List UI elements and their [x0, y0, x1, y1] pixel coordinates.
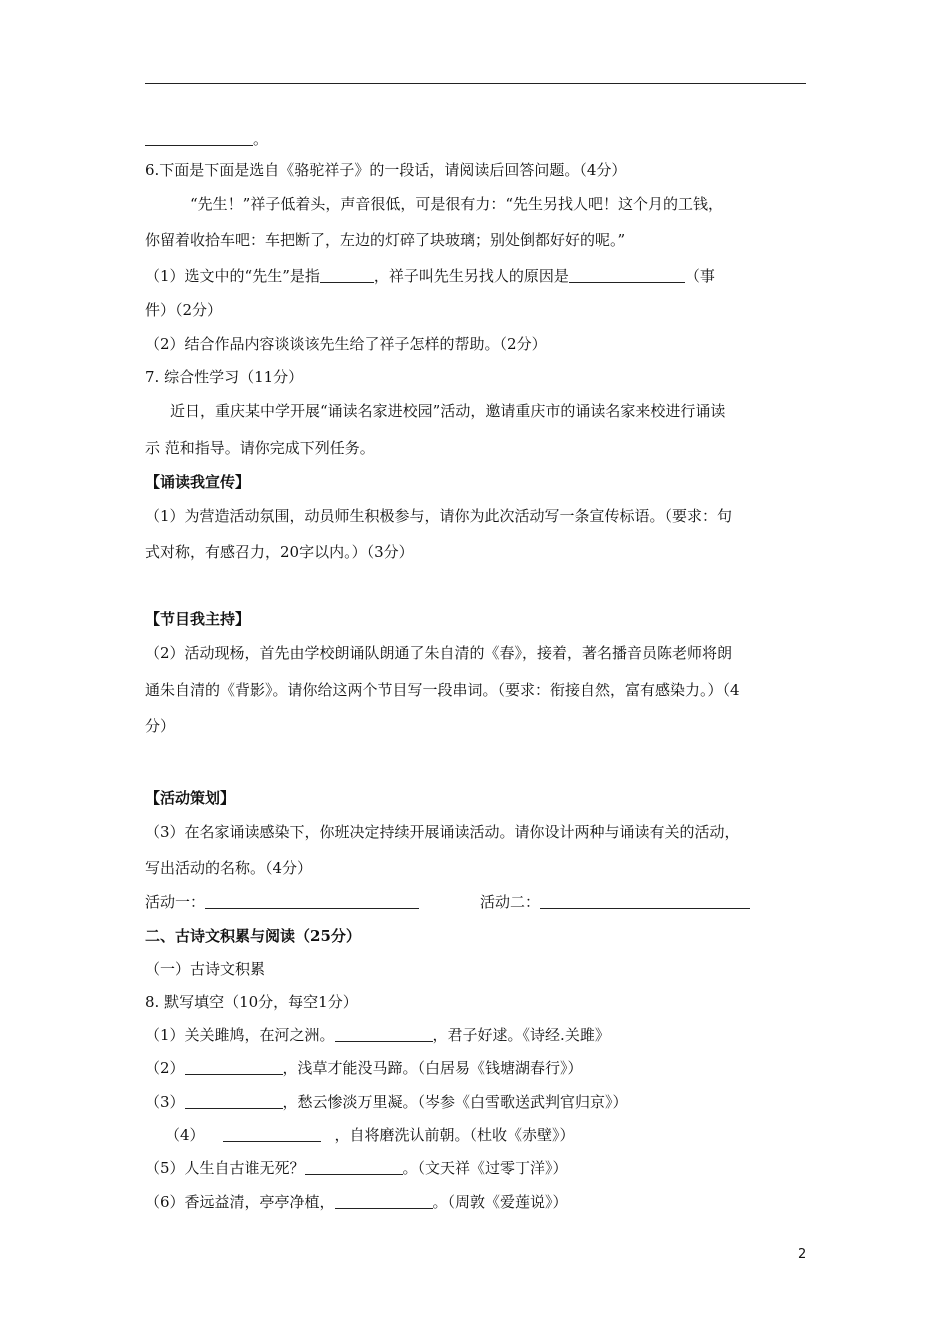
part2-subtitle: （一）古诗文积累 — [145, 960, 266, 978]
q6-sub2: （2）结合作品内容谈谈该先生给了祥子怎样的帮助。（2分） — [145, 335, 547, 353]
q6-passage-line2: 你留着收拾车吧：车把断了，左边的灯碎了块玻璃；别处倒都好好的呢。” — [145, 231, 626, 249]
q7-title: 7. 综合性学习（11分） — [145, 368, 304, 386]
activity-two: 活动二： — [480, 891, 750, 913]
answer-blank[interactable] — [305, 1160, 403, 1175]
q8-line5: （5）人生自古谁无死？ 。（文天祥《过零丁洋》） — [145, 1159, 568, 1177]
q7-sec2-q2: 通朱自清的《背影》。请你给这两个节目写一段串词。（要求：衔接自然，富有感染力。）（4 — [145, 681, 740, 699]
answer-blank[interactable] — [320, 268, 374, 283]
part2-title: 二、古诗文积累与阅读（25分） — [145, 927, 361, 945]
q8-line3: （3） ，愁云惨淡万里凝。（岑参《白雪歌送武判官归京》） — [145, 1093, 628, 1111]
answer-blank[interactable] — [223, 1127, 321, 1142]
q8-line4: （4） ，自将磨洗认前朝。（杜收《赤壁》） — [165, 1126, 575, 1144]
q7-sec2-q1: （2）活动现杨，首先由学校朗诵队朗通了朱自清的《春》，接着，著名播音员陈老师将朗 — [145, 644, 733, 662]
q7-sec3-q2: 写出活动的名称。（4分） — [145, 859, 313, 877]
answer-blank[interactable] — [145, 131, 253, 146]
activity-one: 活动一： — [145, 891, 419, 913]
q8-line2: （2） ，浅草才能没马蹄。（白居易《钱塘湖春行》） — [145, 1059, 583, 1077]
page-number: 2 — [798, 1247, 807, 1262]
q6-sub1: （1）选文中的“先生”是指 ，祥子叫先生另找人的原因是 （事 — [145, 267, 715, 285]
q7-intro2: 示 范和指导。请你完成下列任务。 — [145, 439, 375, 457]
answer-blank[interactable] — [335, 1027, 433, 1042]
q8-line6: （6）香远益清，亭亭净植， 。（周敦《爱莲说》） — [145, 1193, 568, 1211]
section-heading-promo: 【诵读我宣传】 — [145, 473, 251, 491]
q6-title: 6.下面是下面是选自《骆驼祥子》的一段话，请阅读后回答问题。（4分） — [145, 161, 627, 179]
answer-blank[interactable] — [185, 1060, 283, 1075]
activity-one-blank[interactable] — [205, 894, 419, 909]
section-heading-host: 【节目我主持】 — [145, 610, 251, 628]
q7-sec1-q1: （1）为营造活动氛围，动员师生积极参与，请你为此次活动写一条宣传标语。（要求：句 — [145, 507, 733, 525]
header-rule — [145, 83, 806, 84]
section-heading-plan: 【活动策划】 — [145, 789, 236, 807]
answer-blank[interactable] — [335, 1194, 433, 1209]
q6-passage-line1: “先生！”祥子低着头，声音很低，可是很有力：“先生另找人吧！这个月的工钱， — [190, 195, 724, 213]
answer-blank[interactable] — [185, 1094, 283, 1109]
activity-two-blank[interactable] — [540, 894, 750, 909]
answer-blank[interactable] — [569, 268, 685, 283]
q8-line1: （1）关关雎鸠，在河之洲。 ，君子好逑。《诗经.关雎》 — [145, 1026, 610, 1044]
q8-title: 8. 默写填空（10分，每空1分） — [145, 993, 358, 1011]
q7-sec3-q1: （3）在名家诵读感染下，你班决定持续开展诵读活动。请你设计两种与诵读有关的活动， — [145, 823, 740, 841]
q7-intro1: 近日，重庆某中学开展“诵读名家进校园”活动，邀请重庆市的诵读名家来校进行诵读 — [170, 402, 726, 420]
q6-sub1-cont: 件）（2分） — [145, 301, 223, 319]
q7-sec1-q2: 式对称，有感召力，20字以内。）（3分） — [145, 543, 414, 561]
q7-sec2-q3: 分） — [145, 717, 176, 735]
top-blank-line: 。 — [145, 128, 268, 150]
